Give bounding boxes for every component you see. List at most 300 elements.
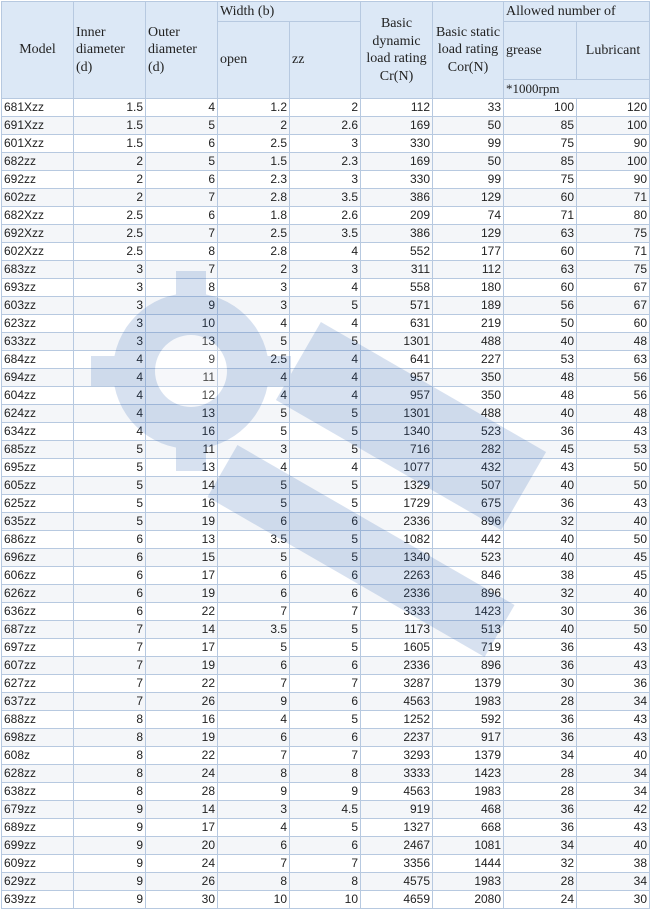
table-row — [2, 765, 650, 783]
cell-outer-diameter: 6 — [146, 135, 218, 153]
cell-width-open: 6 — [218, 585, 290, 603]
cell-static-load: 432 — [433, 459, 504, 477]
cell-static-load: 1983 — [433, 873, 504, 891]
cell-lubricant-speed: 90 — [577, 171, 650, 189]
cell-outer-diameter: 9 — [146, 297, 218, 315]
cell-inner-diameter: 2 — [74, 189, 146, 207]
cell-grease-speed: 40 — [504, 333, 577, 351]
cell-dynamic-load: 169 — [361, 153, 433, 171]
cell-dynamic-load: 3293 — [361, 747, 433, 765]
cell-width-open: 2.8 — [218, 189, 290, 207]
cell-lubricant-speed: 48 — [577, 405, 650, 423]
cell-grease-speed: 40 — [504, 477, 577, 495]
cell-model: 608z — [2, 747, 74, 765]
cell-lubricant-speed: 36 — [577, 603, 650, 621]
cell-static-load: 350 — [433, 387, 504, 405]
table-row — [2, 513, 650, 531]
cell-static-load: 50 — [433, 117, 504, 135]
cell-grease-speed: 60 — [504, 189, 577, 207]
cell-outer-diameter: 19 — [146, 657, 218, 675]
cell-inner-diameter: 7 — [74, 693, 146, 711]
cell-lubricant-speed: 60 — [577, 315, 650, 333]
cell-model: 602Xzz — [2, 243, 74, 261]
cell-grease-speed: 32 — [504, 513, 577, 531]
table-row — [2, 225, 650, 243]
cell-grease-speed: 50 — [504, 315, 577, 333]
cell-model: 687zz — [2, 621, 74, 639]
cell-static-load: 668 — [433, 819, 504, 837]
cell-outer-diameter: 24 — [146, 765, 218, 783]
cell-outer-diameter: 14 — [146, 477, 218, 495]
cell-width-open: 3 — [218, 801, 290, 819]
cell-lubricant-speed: 75 — [577, 261, 650, 279]
cell-grease-speed: 38 — [504, 567, 577, 585]
cell-model: 633zz — [2, 333, 74, 351]
cell-outer-diameter: 17 — [146, 819, 218, 837]
cell-lubricant-speed: 40 — [577, 747, 650, 765]
cell-outer-diameter: 22 — [146, 675, 218, 693]
table-body — [2, 99, 650, 909]
cell-width-zz: 4 — [290, 369, 361, 387]
table-row — [2, 855, 650, 873]
cell-lubricant-speed: 53 — [577, 441, 650, 459]
cell-outer-diameter: 19 — [146, 585, 218, 603]
cell-lubricant-speed: 34 — [577, 693, 650, 711]
cell-model: 638zz — [2, 783, 74, 801]
table-row — [2, 819, 650, 837]
cell-dynamic-load: 2467 — [361, 837, 433, 855]
cell-width-open: 10 — [218, 891, 290, 909]
cell-model: 679zz — [2, 801, 74, 819]
cell-width-open: 2.3 — [218, 171, 290, 189]
table-row — [2, 873, 650, 891]
cell-grease-speed: 60 — [504, 243, 577, 261]
cell-static-load: 1379 — [433, 675, 504, 693]
header-static-load: Basic static load rating Cor(N) — [433, 2, 504, 99]
cell-width-open: 6 — [218, 837, 290, 855]
cell-inner-diameter: 4 — [74, 351, 146, 369]
cell-width-open: 3.5 — [218, 621, 290, 639]
cell-lubricant-speed: 120 — [577, 99, 650, 117]
cell-dynamic-load: 571 — [361, 297, 433, 315]
cell-static-load: 74 — [433, 207, 504, 225]
cell-outer-diameter: 30 — [146, 891, 218, 909]
cell-static-load: 227 — [433, 351, 504, 369]
cell-inner-diameter: 2 — [74, 171, 146, 189]
cell-lubricant-speed: 50 — [577, 621, 650, 639]
cell-width-open: 2 — [218, 117, 290, 135]
cell-static-load: 129 — [433, 189, 504, 207]
cell-grease-speed: 85 — [504, 153, 577, 171]
cell-grease-speed: 34 — [504, 837, 577, 855]
cell-width-zz: 10 — [290, 891, 361, 909]
header-grease: grease — [504, 22, 577, 80]
cell-grease-speed: 48 — [504, 369, 577, 387]
cell-lubricant-speed: 45 — [577, 567, 650, 585]
cell-grease-speed: 36 — [504, 729, 577, 747]
cell-grease-speed: 36 — [504, 423, 577, 441]
cell-grease-speed: 28 — [504, 765, 577, 783]
cell-static-load: 180 — [433, 279, 504, 297]
table-row — [2, 207, 650, 225]
cell-outer-diameter: 8 — [146, 243, 218, 261]
table-row — [2, 675, 650, 693]
cell-inner-diameter: 3 — [74, 315, 146, 333]
cell-grease-speed: 40 — [504, 549, 577, 567]
cell-outer-diameter: 11 — [146, 441, 218, 459]
cell-lubricant-speed: 100 — [577, 117, 650, 135]
cell-outer-diameter: 13 — [146, 333, 218, 351]
cell-lubricant-speed: 56 — [577, 369, 650, 387]
cell-width-zz: 4 — [290, 315, 361, 333]
cell-width-open: 1.2 — [218, 99, 290, 117]
cell-grease-speed: 36 — [504, 801, 577, 819]
cell-outer-diameter: 15 — [146, 549, 218, 567]
table-row — [2, 333, 650, 351]
cell-inner-diameter: 4 — [74, 405, 146, 423]
table-row — [2, 189, 650, 207]
cell-model: 604zz — [2, 387, 74, 405]
cell-inner-diameter: 7 — [74, 639, 146, 657]
cell-grease-speed: 40 — [504, 531, 577, 549]
cell-lubricant-speed: 50 — [577, 477, 650, 495]
cell-width-open: 1.5 — [218, 153, 290, 171]
cell-dynamic-load: 716 — [361, 441, 433, 459]
cell-outer-diameter: 13 — [146, 531, 218, 549]
table-row — [2, 261, 650, 279]
cell-lubricant-speed: 56 — [577, 387, 650, 405]
cell-model: 683zz — [2, 261, 74, 279]
cell-width-open: 5 — [218, 405, 290, 423]
cell-grease-speed: 32 — [504, 855, 577, 873]
cell-model: 693zz — [2, 279, 74, 297]
cell-inner-diameter: 5 — [74, 513, 146, 531]
cell-model: 626zz — [2, 585, 74, 603]
cell-grease-speed: 45 — [504, 441, 577, 459]
cell-width-open: 2 — [218, 261, 290, 279]
cell-static-load: 1983 — [433, 783, 504, 801]
cell-dynamic-load: 209 — [361, 207, 433, 225]
cell-lubricant-speed: 63 — [577, 351, 650, 369]
cell-outer-diameter: 19 — [146, 513, 218, 531]
cell-width-open: 7 — [218, 603, 290, 621]
cell-outer-diameter: 16 — [146, 495, 218, 513]
cell-outer-diameter: 16 — [146, 423, 218, 441]
cell-dynamic-load: 386 — [361, 225, 433, 243]
cell-width-zz: 6 — [290, 567, 361, 585]
cell-inner-diameter: 5 — [74, 441, 146, 459]
cell-width-zz: 3 — [290, 171, 361, 189]
cell-inner-diameter: 7 — [74, 657, 146, 675]
cell-static-load: 468 — [433, 801, 504, 819]
cell-width-zz: 7 — [290, 747, 361, 765]
cell-grease-speed: 75 — [504, 171, 577, 189]
cell-static-load: 282 — [433, 441, 504, 459]
cell-inner-diameter: 9 — [74, 837, 146, 855]
cell-width-zz: 5 — [290, 549, 361, 567]
cell-lubricant-speed: 43 — [577, 423, 650, 441]
cell-static-load: 1423 — [433, 765, 504, 783]
cell-width-zz: 3.5 — [290, 225, 361, 243]
cell-dynamic-load: 558 — [361, 279, 433, 297]
cell-width-zz: 8 — [290, 873, 361, 891]
cell-inner-diameter: 9 — [74, 819, 146, 837]
cell-lubricant-speed: 38 — [577, 855, 650, 873]
cell-width-zz: 4.5 — [290, 801, 361, 819]
cell-width-open: 4 — [218, 315, 290, 333]
cell-width-zz: 5 — [290, 423, 361, 441]
cell-lubricant-speed: 34 — [577, 873, 650, 891]
cell-width-open: 1.8 — [218, 207, 290, 225]
cell-grease-speed: 48 — [504, 387, 577, 405]
cell-inner-diameter: 8 — [74, 783, 146, 801]
cell-width-open: 4 — [218, 711, 290, 729]
cell-dynamic-load: 957 — [361, 369, 433, 387]
cell-dynamic-load: 631 — [361, 315, 433, 333]
cell-width-zz: 5 — [290, 531, 361, 549]
cell-model: 605zz — [2, 477, 74, 495]
cell-lubricant-speed: 48 — [577, 333, 650, 351]
cell-inner-diameter: 6 — [74, 531, 146, 549]
cell-model: 609zz — [2, 855, 74, 873]
cell-dynamic-load: 4563 — [361, 783, 433, 801]
cell-static-load: 129 — [433, 225, 504, 243]
table-row — [2, 477, 650, 495]
cell-dynamic-load: 330 — [361, 171, 433, 189]
cell-static-load: 99 — [433, 135, 504, 153]
cell-dynamic-load: 552 — [361, 243, 433, 261]
cell-static-load: 592 — [433, 711, 504, 729]
cell-grease-speed: 36 — [504, 639, 577, 657]
cell-static-load: 99 — [433, 171, 504, 189]
cell-outer-diameter: 7 — [146, 225, 218, 243]
cell-grease-speed: 56 — [504, 297, 577, 315]
cell-model: 684zz — [2, 351, 74, 369]
cell-outer-diameter: 17 — [146, 639, 218, 657]
cell-width-open: 7 — [218, 855, 290, 873]
cell-width-zz: 4 — [290, 351, 361, 369]
cell-inner-diameter: 8 — [74, 711, 146, 729]
cell-inner-diameter: 7 — [74, 621, 146, 639]
cell-dynamic-load: 1327 — [361, 819, 433, 837]
cell-model: 696zz — [2, 549, 74, 567]
cell-static-load: 1983 — [433, 693, 504, 711]
cell-width-zz: 6 — [290, 693, 361, 711]
cell-model: 602zz — [2, 189, 74, 207]
cell-width-open: 8 — [218, 873, 290, 891]
cell-outer-diameter: 22 — [146, 603, 218, 621]
cell-model: 688zz — [2, 711, 74, 729]
cell-model: 639zz — [2, 891, 74, 909]
cell-width-zz: 2 — [290, 99, 361, 117]
cell-inner-diameter: 2.5 — [74, 243, 146, 261]
cell-width-zz: 6 — [290, 585, 361, 603]
cell-outer-diameter: 4 — [146, 99, 218, 117]
cell-lubricant-speed: 75 — [577, 225, 650, 243]
cell-outer-diameter: 16 — [146, 711, 218, 729]
cell-width-open: 5 — [218, 639, 290, 657]
cell-width-open: 5 — [218, 333, 290, 351]
cell-dynamic-load: 1340 — [361, 549, 433, 567]
cell-dynamic-load: 2237 — [361, 729, 433, 747]
cell-dynamic-load: 386 — [361, 189, 433, 207]
cell-dynamic-load: 1301 — [361, 405, 433, 423]
cell-lubricant-speed: 43 — [577, 639, 650, 657]
cell-static-load: 507 — [433, 477, 504, 495]
cell-width-open: 2.5 — [218, 225, 290, 243]
table-row — [2, 621, 650, 639]
header-rpm-unit: *1000rpm — [504, 80, 650, 99]
table-row — [2, 279, 650, 297]
cell-model: 629zz — [2, 873, 74, 891]
table-row — [2, 171, 650, 189]
cell-static-load: 719 — [433, 639, 504, 657]
cell-grease-speed: 71 — [504, 207, 577, 225]
cell-width-open: 4 — [218, 819, 290, 837]
bearing-spec-table — [1, 1, 650, 909]
cell-lubricant-speed: 67 — [577, 279, 650, 297]
cell-width-zz: 4 — [290, 279, 361, 297]
cell-outer-diameter: 12 — [146, 387, 218, 405]
cell-model: 634zz — [2, 423, 74, 441]
cell-outer-diameter: 7 — [146, 189, 218, 207]
table-row — [2, 441, 650, 459]
cell-grease-speed: 63 — [504, 261, 577, 279]
cell-model: 627zz — [2, 675, 74, 693]
cell-dynamic-load: 330 — [361, 135, 433, 153]
cell-inner-diameter: 4 — [74, 387, 146, 405]
cell-width-zz: 5 — [290, 297, 361, 315]
cell-outer-diameter: 26 — [146, 873, 218, 891]
cell-inner-diameter: 6 — [74, 585, 146, 603]
table-row — [2, 747, 650, 765]
cell-dynamic-load: 2336 — [361, 657, 433, 675]
cell-outer-diameter: 14 — [146, 801, 218, 819]
table-row — [2, 117, 650, 135]
cell-grease-speed: 30 — [504, 675, 577, 693]
cell-width-zz: 6 — [290, 657, 361, 675]
table-row — [2, 549, 650, 567]
cell-outer-diameter: 28 — [146, 783, 218, 801]
cell-static-load: 50 — [433, 153, 504, 171]
cell-inner-diameter: 2 — [74, 153, 146, 171]
cell-dynamic-load: 1729 — [361, 495, 433, 513]
cell-model: 625zz — [2, 495, 74, 513]
cell-width-zz: 7 — [290, 603, 361, 621]
cell-static-load: 350 — [433, 369, 504, 387]
cell-static-load: 219 — [433, 315, 504, 333]
cell-grease-speed: 43 — [504, 459, 577, 477]
cell-width-open: 6 — [218, 567, 290, 585]
cell-inner-diameter: 2.5 — [74, 207, 146, 225]
cell-static-load: 488 — [433, 405, 504, 423]
cell-grease-speed: 36 — [504, 495, 577, 513]
table-row — [2, 603, 650, 621]
cell-inner-diameter: 7 — [74, 675, 146, 693]
cell-dynamic-load: 2336 — [361, 513, 433, 531]
cell-width-open: 3 — [218, 297, 290, 315]
cell-width-open: 7 — [218, 675, 290, 693]
cell-lubricant-speed: 30 — [577, 891, 650, 909]
cell-outer-diameter: 13 — [146, 459, 218, 477]
table-row — [2, 639, 650, 657]
cell-inner-diameter: 6 — [74, 549, 146, 567]
table-row — [2, 387, 650, 405]
cell-width-open: 3 — [218, 279, 290, 297]
cell-width-open: 5 — [218, 423, 290, 441]
cell-model: 686zz — [2, 531, 74, 549]
cell-width-open: 2.5 — [218, 135, 290, 153]
table-row — [2, 135, 650, 153]
cell-static-load: 513 — [433, 621, 504, 639]
cell-width-zz: 4 — [290, 243, 361, 261]
cell-model: 603zz — [2, 297, 74, 315]
cell-width-open: 4 — [218, 369, 290, 387]
header-inner-diameter: Inner diameter (d) — [74, 2, 146, 99]
cell-dynamic-load: 169 — [361, 117, 433, 135]
cell-outer-diameter: 11 — [146, 369, 218, 387]
cell-lubricant-speed: 34 — [577, 783, 650, 801]
cell-width-zz: 5 — [290, 639, 361, 657]
header-width: Width (b) — [218, 2, 361, 22]
cell-width-open: 5 — [218, 495, 290, 513]
cell-width-zz: 4 — [290, 459, 361, 477]
cell-static-load: 2080 — [433, 891, 504, 909]
cell-lubricant-speed: 40 — [577, 585, 650, 603]
cell-static-load: 523 — [433, 549, 504, 567]
cell-grease-speed: 40 — [504, 405, 577, 423]
table-row — [2, 693, 650, 711]
cell-model: 695zz — [2, 459, 74, 477]
cell-static-load: 675 — [433, 495, 504, 513]
cell-width-zz: 5 — [290, 621, 361, 639]
cell-model: 698zz — [2, 729, 74, 747]
cell-model: 628zz — [2, 765, 74, 783]
cell-outer-diameter: 14 — [146, 621, 218, 639]
cell-width-zz: 9 — [290, 783, 361, 801]
cell-outer-diameter: 17 — [146, 567, 218, 585]
cell-outer-diameter: 13 — [146, 405, 218, 423]
cell-dynamic-load: 3333 — [361, 765, 433, 783]
cell-inner-diameter: 1.5 — [74, 99, 146, 117]
table-row — [2, 837, 650, 855]
cell-width-zz: 7 — [290, 675, 361, 693]
cell-dynamic-load: 4563 — [361, 693, 433, 711]
table-row — [2, 585, 650, 603]
cell-inner-diameter: 3 — [74, 333, 146, 351]
cell-dynamic-load: 1340 — [361, 423, 433, 441]
cell-inner-diameter: 6 — [74, 603, 146, 621]
table-row — [2, 297, 650, 315]
cell-outer-diameter: 26 — [146, 693, 218, 711]
cell-grease-speed: 30 — [504, 603, 577, 621]
cell-lubricant-speed: 50 — [577, 531, 650, 549]
cell-model: 689zz — [2, 819, 74, 837]
cell-static-load: 917 — [433, 729, 504, 747]
cell-grease-speed: 53 — [504, 351, 577, 369]
cell-model: 699zz — [2, 837, 74, 855]
cell-inner-diameter: 2.5 — [74, 225, 146, 243]
cell-grease-speed: 36 — [504, 819, 577, 837]
cell-lubricant-speed: 43 — [577, 657, 650, 675]
header-width-zz: zz — [290, 22, 361, 99]
cell-dynamic-load: 2336 — [361, 585, 433, 603]
cell-width-zz: 8 — [290, 765, 361, 783]
cell-dynamic-load: 3356 — [361, 855, 433, 873]
cell-outer-diameter: 6 — [146, 207, 218, 225]
cell-width-zz: 2.3 — [290, 153, 361, 171]
cell-dynamic-load: 641 — [361, 351, 433, 369]
